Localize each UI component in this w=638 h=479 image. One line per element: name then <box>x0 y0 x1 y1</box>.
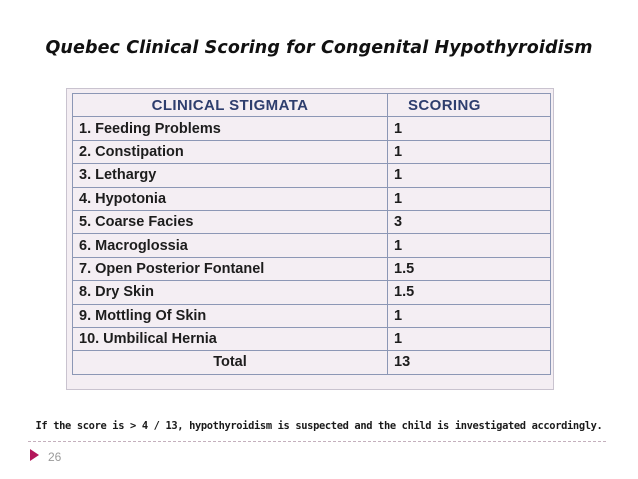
slide-title: Quebec Clinical Scoring for Congenital Hypothyroidism <box>45 38 593 58</box>
score-cell: 1 <box>388 164 551 187</box>
stigmata-cell: 10. Umbilical Hernia <box>73 327 388 350</box>
total-score: 13 <box>388 351 551 374</box>
table-row <box>73 117 551 140</box>
scoring-table-container <box>66 88 554 390</box>
slide-marker-icon <box>30 449 39 461</box>
scoring-note: If the score is > 4 / 13, hypothyroidism is suspected and the child is investigated accordingly. <box>35 420 603 432</box>
page-number: 26 <box>48 450 62 464</box>
stigmata-cell: 2. Constipation <box>73 140 388 163</box>
stigmata-cell: 1. Feeding Problems <box>73 117 388 140</box>
score-cell: 1 <box>388 304 551 327</box>
stigmata-cell: 9. Mottling Of Skin <box>73 304 388 327</box>
score-cell: 1.5 <box>388 257 551 280</box>
header-scoring: SCORING <box>388 94 551 117</box>
stigmata-cell: 7. Open Posterior Fontanel <box>73 257 388 280</box>
table-row <box>73 327 551 350</box>
stigmata-cell: 8. Dry Skin <box>73 281 388 304</box>
stigmata-cell: 5. Coarse Facies <box>73 210 388 233</box>
score-cell: 1.5 <box>388 281 551 304</box>
score-cell: 1 <box>388 234 551 257</box>
stigmata-cell: 3. Lethargy <box>73 164 388 187</box>
stigmata-cell: 4. Hypotonia <box>73 187 388 210</box>
scoring-table <box>72 93 551 375</box>
score-cell: 1 <box>388 187 551 210</box>
total-row <box>73 351 551 374</box>
score-cell: 3 <box>388 210 551 233</box>
table-row <box>73 304 551 327</box>
table-row <box>73 210 551 233</box>
total-label: Total <box>73 351 388 374</box>
stigmata-cell: 6. Macroglossia <box>73 234 388 257</box>
footer-divider <box>28 441 606 442</box>
table-row <box>73 187 551 210</box>
header-clinical-stigmata: CLINICAL STIGMATA <box>73 94 388 117</box>
score-cell: 1 <box>388 140 551 163</box>
score-cell: 1 <box>388 117 551 140</box>
table-row <box>73 140 551 163</box>
table-row <box>73 281 551 304</box>
table-row <box>73 234 551 257</box>
table-row <box>73 257 551 280</box>
table-row <box>73 164 551 187</box>
table-header-row <box>73 94 551 117</box>
score-cell: 1 <box>388 327 551 350</box>
